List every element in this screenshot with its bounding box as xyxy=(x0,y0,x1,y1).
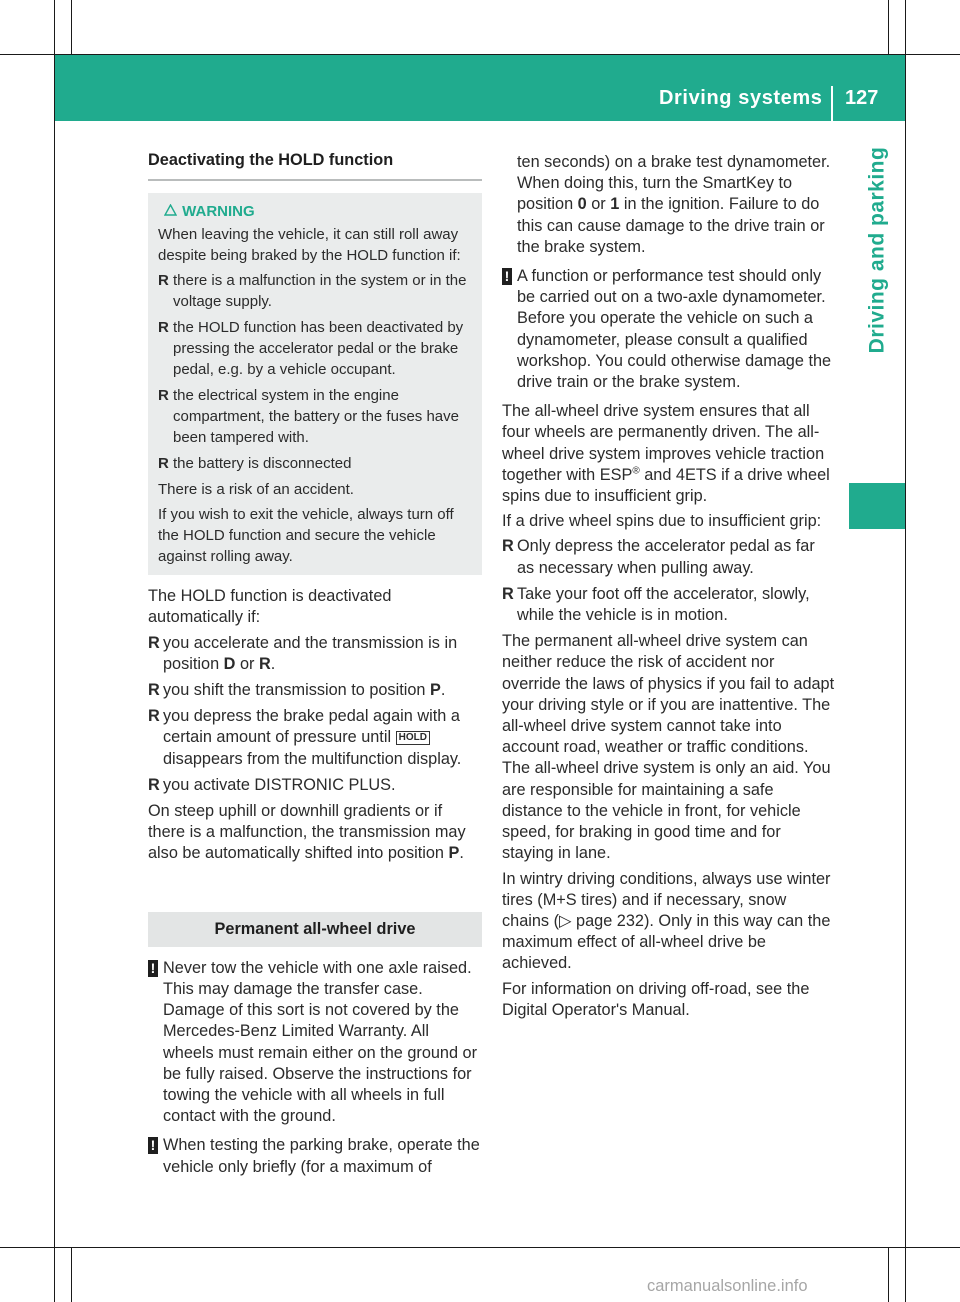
grip-list xyxy=(502,536,836,626)
warning-list xyxy=(158,270,474,474)
caution-note: ! Never tow the vehicle with one axle raised. This may damage the transfer case. Damage of this sort is not covered by the Mercedes-Benz Limited Warranty. All wheels must remain either on the ground or be fully raised. Observe the instructions for towing the vehicle with all wheels in full contact with the ground. xyxy=(148,958,482,1128)
steep-paragraph: On steep uphill or downhill gradients or if there is a malfunction, the transmission may also be automatically shifted into position P. xyxy=(148,802,466,863)
warning-item: R the HOLD function has been deactivated by pressing the accelerator pedal or the brake pedal, e.g. by a vehicle occupant. xyxy=(158,317,474,380)
crop-mark xyxy=(888,1248,889,1302)
hold-symbol-icon: HOLD xyxy=(396,731,430,745)
grip-paragraph: If a drive wheel spins due to insufficient grip: xyxy=(502,512,822,531)
side-tab-marker xyxy=(849,483,905,529)
warning-box xyxy=(148,193,482,575)
crop-mark xyxy=(54,0,55,1302)
crop-mark xyxy=(905,0,906,1302)
list-item: R you depress the brake pedal again with a certain amount of pressure until HOLD disappears from the multifunction display. xyxy=(148,706,482,770)
crop-mark xyxy=(888,0,889,54)
page-reference-link[interactable]: ▷ page 232 xyxy=(559,911,644,930)
warning-header xyxy=(158,201,474,222)
crop-mark xyxy=(71,0,72,54)
exclamation-icon: ! xyxy=(148,960,158,977)
warning-intro: When leaving the vehicle, it can still roll away despite being braked by the HOLD function if: xyxy=(158,226,461,265)
watermark: carmanualsonline.info xyxy=(647,1277,808,1295)
section-title: Driving systems xyxy=(659,87,823,109)
warning-item: R the electrical system in the engine compartment, the battery or the fuses have been tampered with. xyxy=(158,385,474,448)
list-item: R Only depress the accelerator pedal as far as necessary when pulling away. xyxy=(502,536,836,578)
list-item: R you activate DISTRONIC PLUS. xyxy=(148,775,482,796)
caution-note: ! When testing the parking brake, operate the vehicle only briefly (for a maximum of xyxy=(148,1135,482,1177)
awd-paragraph: The all-wheel drive system ensures that all four wheels are permanently driven. The all-wheel drive system improves vehicle traction together with ESP® and 4ETS if a drive wheel spins due to insufficient grip. xyxy=(502,402,830,506)
warning-title: WARNING xyxy=(182,203,255,221)
right-column xyxy=(502,152,836,1025)
limits-paragraph: The permanent all-wheel drive system can neither reduce the risk of accident nor override the laws of physics if you fail to adapt your driving style or if you are inattentive. The all-wheel drive system cannot take into account road, weather or traffic conditions. The all-wheel drive system is only an aid. You are responsible for maintaining a safe distance to the vehicle in front, for vehicle speed, for braking in good time and for staying in lane. xyxy=(502,632,835,863)
exclamation-icon: ! xyxy=(502,268,512,285)
left-column xyxy=(148,150,482,1186)
caution-note: ! A function or performance test should only be carried out on a two-axle dynamometer. Before you operate the vehicle on such a dynamometer, please consult a qualified workshop. You could otherwise damage the drive train or the brake system. xyxy=(502,266,836,393)
list-item: R Take your foot off the accelerator, slowly, while the vehicle is in motion. xyxy=(502,584,836,626)
header-divider xyxy=(831,86,833,121)
side-tab-label: Driving and parking xyxy=(865,146,889,354)
warning-triangle-icon xyxy=(162,201,178,222)
list-item: R you accelerate and the transmission is in position D or R. xyxy=(148,633,482,675)
list-item: R you shift the transmission to position P. xyxy=(148,680,482,701)
deactivation-list xyxy=(148,633,482,796)
warning-advice: If you wish to exit the vehicle, always turn off the HOLD function and secure the vehicle against rolling away. xyxy=(158,506,454,566)
exclamation-icon: ! xyxy=(148,1137,158,1154)
caution-note-continued: ten seconds) on a brake test dynamometer. When doing this, turn the SmartKey to position 0 or 1 in the ignition. Failure to do this can cause damage to the drive train or the brake system. xyxy=(517,153,831,256)
section-heading: Deactivating the HOLD function xyxy=(148,150,482,181)
warning-item: R the battery is disconnected xyxy=(158,453,474,474)
winter-paragraph: In wintry driving conditions, always use winter tires (M+S tires) and if necessary, snow chains (▷ page 232). Only in this way can the maximum effect of all-wheel drive be achieved. xyxy=(502,869,831,973)
page-number: 127 xyxy=(845,87,879,109)
crop-mark xyxy=(71,1248,72,1302)
warning-item: R there is a malfunction in the system or in the voltage supply. xyxy=(158,270,474,312)
warning-risk: There is a risk of an accident. xyxy=(158,481,354,499)
crop-mark xyxy=(0,1247,960,1248)
awd-heading: Permanent all-wheel drive xyxy=(148,912,482,947)
deactivated-intro: The HOLD function is deactivated automatically if: xyxy=(148,587,392,627)
offroad-paragraph: For information on driving off-road, see the Digital Operator's Manual. xyxy=(502,979,810,1019)
